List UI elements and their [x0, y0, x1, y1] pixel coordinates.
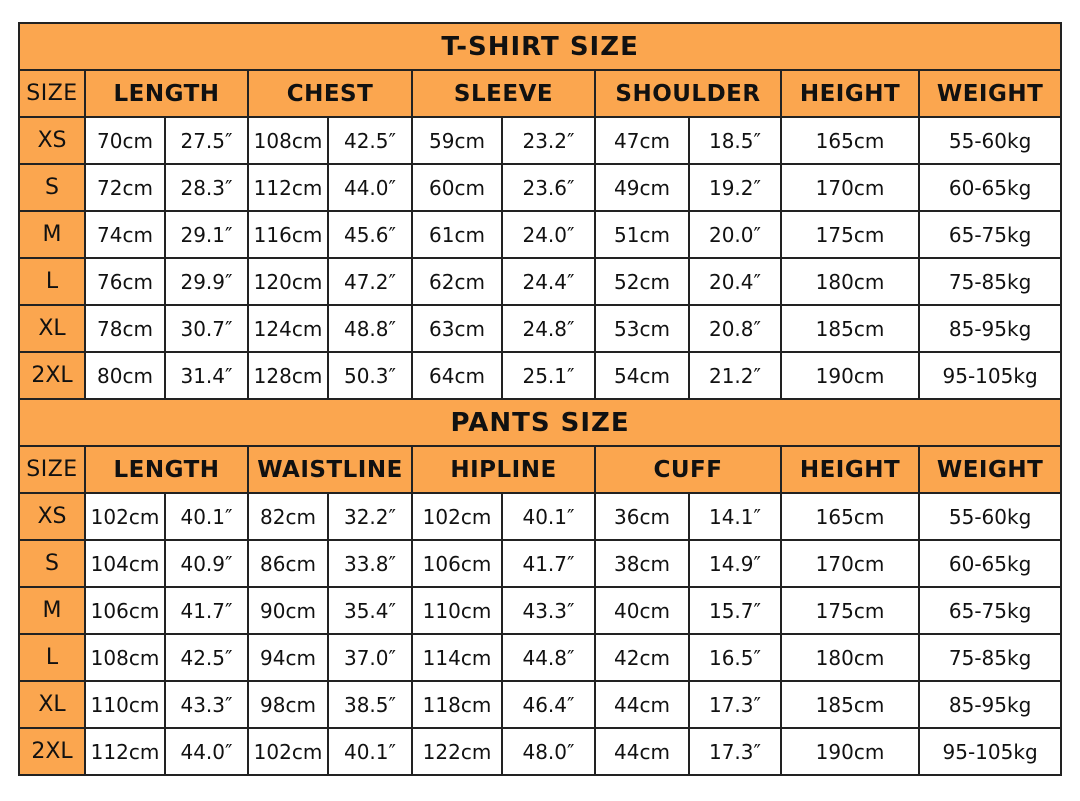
- height-cell: 175cm: [781, 211, 919, 258]
- height-cell: 180cm: [781, 634, 919, 681]
- measurement-cell: 54cm: [595, 352, 689, 399]
- measurement-cell: 20.0″: [689, 211, 781, 258]
- measurement-cell: 47.2″: [328, 258, 412, 305]
- measurement-cell: 122cm: [412, 728, 502, 775]
- size-label-cell: XL: [19, 681, 85, 728]
- measurement-cell: 25.1″: [502, 352, 595, 399]
- height-cell: 175cm: [781, 587, 919, 634]
- pants-header-length: LENGTH: [85, 446, 248, 493]
- measurement-cell: 42cm: [595, 634, 689, 681]
- measurement-cell: 37.0″: [328, 634, 412, 681]
- tshirt-header-weight: WEIGHT: [919, 70, 1061, 117]
- measurement-cell: 70cm: [85, 117, 165, 164]
- measurement-cell: 110cm: [412, 587, 502, 634]
- height-cell: 185cm: [781, 681, 919, 728]
- measurement-cell: 110cm: [85, 681, 165, 728]
- height-cell: 165cm: [781, 117, 919, 164]
- measurement-cell: 63cm: [412, 305, 502, 352]
- measurement-cell: 112cm: [248, 164, 328, 211]
- height-cell: 185cm: [781, 305, 919, 352]
- measurement-cell: 90cm: [248, 587, 328, 634]
- measurement-cell: 21.2″: [689, 352, 781, 399]
- measurement-cell: 80cm: [85, 352, 165, 399]
- table-row: [19, 211, 1061, 258]
- measurement-cell: 17.3″: [689, 681, 781, 728]
- height-cell: 190cm: [781, 728, 919, 775]
- measurement-cell: 38cm: [595, 540, 689, 587]
- height-cell: 180cm: [781, 258, 919, 305]
- weight-cell: 55-60kg: [919, 117, 1061, 164]
- measurement-cell: 112cm: [85, 728, 165, 775]
- size-label-cell: L: [19, 634, 85, 681]
- table-row: [19, 587, 1061, 634]
- measurement-cell: 14.1″: [689, 493, 781, 540]
- measurement-cell: 94cm: [248, 634, 328, 681]
- table-row: [19, 258, 1061, 305]
- pants-header-waistline: WAISTLINE: [248, 446, 412, 493]
- height-cell: 170cm: [781, 164, 919, 211]
- size-label-cell: 2XL: [19, 352, 85, 399]
- measurement-cell: 102cm: [85, 493, 165, 540]
- measurement-cell: 17.3″: [689, 728, 781, 775]
- measurement-cell: 44cm: [595, 728, 689, 775]
- measurement-cell: 102cm: [412, 493, 502, 540]
- weight-cell: 65-75kg: [919, 587, 1061, 634]
- tshirt-header-height: HEIGHT: [781, 70, 919, 117]
- measurement-cell: 51cm: [595, 211, 689, 258]
- measurement-cell: 29.9″: [165, 258, 248, 305]
- measurement-cell: 45.6″: [328, 211, 412, 258]
- measurement-cell: 40.1″: [165, 493, 248, 540]
- measurement-cell: 108cm: [248, 117, 328, 164]
- measurement-cell: 20.4″: [689, 258, 781, 305]
- size-label-cell: L: [19, 258, 85, 305]
- measurement-cell: 28.3″: [165, 164, 248, 211]
- measurement-cell: 14.9″: [689, 540, 781, 587]
- measurement-cell: 98cm: [248, 681, 328, 728]
- table-row: [19, 634, 1061, 681]
- size-label-cell: XS: [19, 117, 85, 164]
- measurement-cell: 102cm: [248, 728, 328, 775]
- weight-cell: 65-75kg: [919, 211, 1061, 258]
- size-label-cell: XS: [19, 493, 85, 540]
- tshirt-header-size: SIZE: [19, 70, 85, 117]
- measurement-cell: 43.3″: [502, 587, 595, 634]
- height-cell: 170cm: [781, 540, 919, 587]
- measurement-cell: 53cm: [595, 305, 689, 352]
- measurement-cell: 24.4″: [502, 258, 595, 305]
- tshirt-header-shoulder: SHOULDER: [595, 70, 781, 117]
- measurement-cell: 52cm: [595, 258, 689, 305]
- measurement-cell: 124cm: [248, 305, 328, 352]
- measurement-cell: 42.5″: [165, 634, 248, 681]
- measurement-cell: 74cm: [85, 211, 165, 258]
- measurement-cell: 41.7″: [165, 587, 248, 634]
- tshirt-title-row: [19, 23, 1061, 70]
- size-label-cell: S: [19, 164, 85, 211]
- measurement-cell: 40.1″: [328, 728, 412, 775]
- measurement-cell: 38.5″: [328, 681, 412, 728]
- pants-header-size: SIZE: [19, 446, 85, 493]
- tshirt-header-chest: CHEST: [248, 70, 412, 117]
- measurement-cell: 40cm: [595, 587, 689, 634]
- measurement-cell: 86cm: [248, 540, 328, 587]
- measurement-cell: 16.5″: [689, 634, 781, 681]
- measurement-cell: 30.7″: [165, 305, 248, 352]
- measurement-cell: 31.4″: [165, 352, 248, 399]
- size-label-cell: 2XL: [19, 728, 85, 775]
- measurement-cell: 29.1″: [165, 211, 248, 258]
- measurement-cell: 106cm: [85, 587, 165, 634]
- measurement-cell: 64cm: [412, 352, 502, 399]
- weight-cell: 75-85kg: [919, 634, 1061, 681]
- table-row: [19, 493, 1061, 540]
- table-row: [19, 540, 1061, 587]
- tshirt-header-row: [19, 70, 1061, 117]
- table-row: [19, 164, 1061, 211]
- measurement-cell: 49cm: [595, 164, 689, 211]
- measurement-cell: 23.6″: [502, 164, 595, 211]
- measurement-cell: 40.9″: [165, 540, 248, 587]
- size-chart-body: [19, 23, 1061, 775]
- measurement-cell: 32.2″: [328, 493, 412, 540]
- weight-cell: 85-95kg: [919, 681, 1061, 728]
- measurement-cell: 62cm: [412, 258, 502, 305]
- size-label-cell: XL: [19, 305, 85, 352]
- measurement-cell: 40.1″: [502, 493, 595, 540]
- measurement-cell: 44.0″: [328, 164, 412, 211]
- measurement-cell: 23.2″: [502, 117, 595, 164]
- measurement-cell: 72cm: [85, 164, 165, 211]
- measurement-cell: 43.3″: [165, 681, 248, 728]
- pants-section-title: PANTS SIZE: [19, 399, 1061, 446]
- size-label-cell: M: [19, 587, 85, 634]
- measurement-cell: 24.0″: [502, 211, 595, 258]
- measurement-cell: 78cm: [85, 305, 165, 352]
- measurement-cell: 118cm: [412, 681, 502, 728]
- size-chart-table: [18, 22, 1062, 776]
- measurement-cell: 44cm: [595, 681, 689, 728]
- tshirt-header-length: LENGTH: [85, 70, 248, 117]
- measurement-cell: 33.8″: [328, 540, 412, 587]
- table-row: [19, 728, 1061, 775]
- measurement-cell: 46.4″: [502, 681, 595, 728]
- weight-cell: 95-105kg: [919, 352, 1061, 399]
- measurement-cell: 106cm: [412, 540, 502, 587]
- pants-header-hipline: HIPLINE: [412, 446, 595, 493]
- measurement-cell: 61cm: [412, 211, 502, 258]
- tshirt-section-title: T-SHIRT SIZE: [19, 23, 1061, 70]
- table-row: [19, 681, 1061, 728]
- weight-cell: 60-65kg: [919, 164, 1061, 211]
- pants-header-cuff: CUFF: [595, 446, 781, 493]
- measurement-cell: 128cm: [248, 352, 328, 399]
- measurement-cell: 47cm: [595, 117, 689, 164]
- measurement-cell: 116cm: [248, 211, 328, 258]
- measurement-cell: 44.8″: [502, 634, 595, 681]
- tshirt-header-sleeve: SLEEVE: [412, 70, 595, 117]
- table-row: [19, 305, 1061, 352]
- measurement-cell: 24.8″: [502, 305, 595, 352]
- measurement-cell: 120cm: [248, 258, 328, 305]
- height-cell: 165cm: [781, 493, 919, 540]
- table-row: [19, 117, 1061, 164]
- height-cell: 190cm: [781, 352, 919, 399]
- measurement-cell: 19.2″: [689, 164, 781, 211]
- table-row: [19, 352, 1061, 399]
- weight-cell: 85-95kg: [919, 305, 1061, 352]
- measurement-cell: 60cm: [412, 164, 502, 211]
- measurement-cell: 48.8″: [328, 305, 412, 352]
- weight-cell: 55-60kg: [919, 493, 1061, 540]
- measurement-cell: 41.7″: [502, 540, 595, 587]
- measurement-cell: 36cm: [595, 493, 689, 540]
- measurement-cell: 35.4″: [328, 587, 412, 634]
- weight-cell: 60-65kg: [919, 540, 1061, 587]
- measurement-cell: 15.7″: [689, 587, 781, 634]
- pants-header-height: HEIGHT: [781, 446, 919, 493]
- measurement-cell: 82cm: [248, 493, 328, 540]
- measurement-cell: 27.5″: [165, 117, 248, 164]
- measurement-cell: 18.5″: [689, 117, 781, 164]
- measurement-cell: 59cm: [412, 117, 502, 164]
- weight-cell: 75-85kg: [919, 258, 1061, 305]
- measurement-cell: 20.8″: [689, 305, 781, 352]
- size-label-cell: M: [19, 211, 85, 258]
- weight-cell: 95-105kg: [919, 728, 1061, 775]
- size-label-cell: S: [19, 540, 85, 587]
- pants-header-row: [19, 446, 1061, 493]
- measurement-cell: 104cm: [85, 540, 165, 587]
- measurement-cell: 114cm: [412, 634, 502, 681]
- pants-title-row: [19, 399, 1061, 446]
- measurement-cell: 50.3″: [328, 352, 412, 399]
- measurement-cell: 44.0″: [165, 728, 248, 775]
- measurement-cell: 48.0″: [502, 728, 595, 775]
- measurement-cell: 76cm: [85, 258, 165, 305]
- pants-header-weight: WEIGHT: [919, 446, 1061, 493]
- measurement-cell: 42.5″: [328, 117, 412, 164]
- measurement-cell: 108cm: [85, 634, 165, 681]
